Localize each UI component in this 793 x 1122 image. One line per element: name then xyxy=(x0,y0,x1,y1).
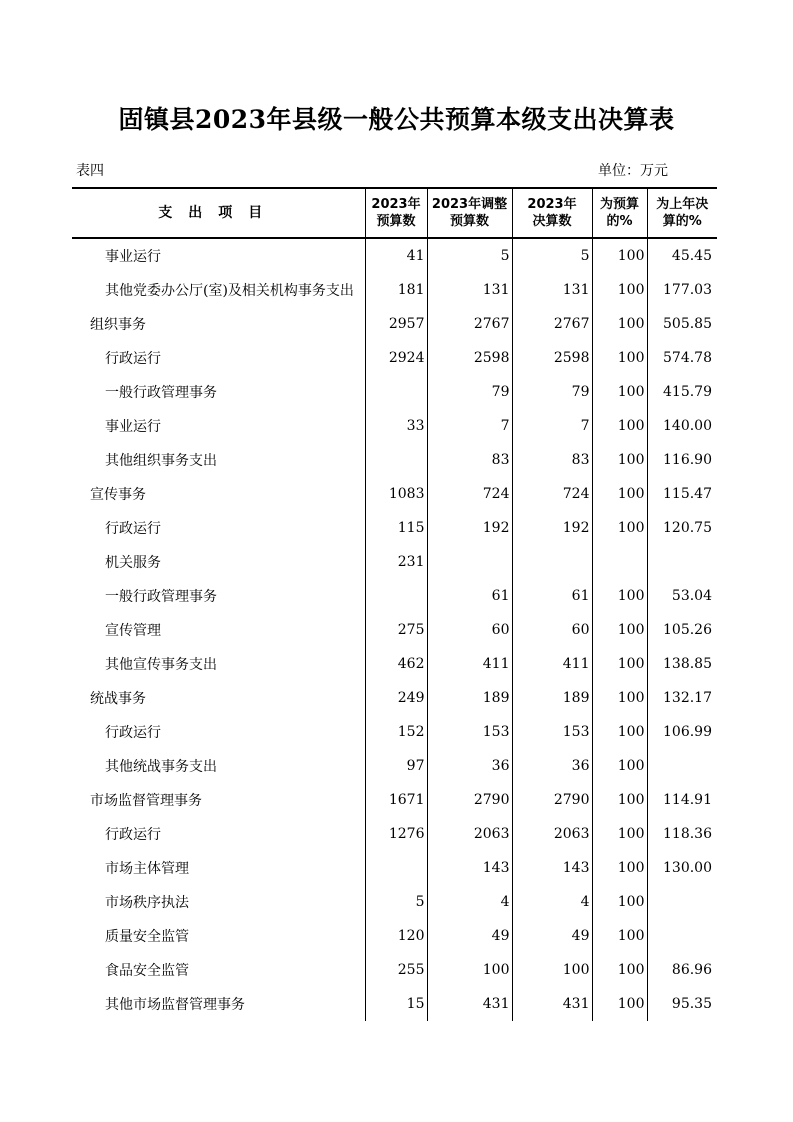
cell-adjusted: 4 xyxy=(427,885,512,919)
cell-budget: 181 xyxy=(365,273,427,307)
table-row xyxy=(72,715,717,749)
cell-budget: 120 xyxy=(365,919,427,953)
cell-pct-budget: 100 xyxy=(592,885,647,919)
cell-budget: 1083 xyxy=(365,477,427,511)
table-row xyxy=(72,375,717,409)
cell-adjusted: 431 xyxy=(427,987,512,1021)
header-pct-budget-line1: 为预算 xyxy=(599,197,639,212)
cell-final: 61 xyxy=(512,579,592,613)
cell-pct-budget: 100 xyxy=(592,579,647,613)
table-number: 表四 xyxy=(76,163,104,179)
table-row xyxy=(72,647,717,681)
row-item-name: 食品安全监管 xyxy=(72,953,365,987)
table-row xyxy=(72,545,717,579)
cell-pct-last: 114.91 xyxy=(663,792,712,808)
cell-final xyxy=(512,545,592,579)
cell-pct-budget: 100 xyxy=(592,953,647,987)
row-item-name: 市场秩序执法 xyxy=(72,885,365,919)
cell-budget: 5 xyxy=(365,885,427,919)
cell-pct-budget: 100 xyxy=(592,613,647,647)
cell-pct-last: 105.26 xyxy=(663,622,712,638)
cell-pct-budget: 100 xyxy=(592,238,647,273)
cell-pct-last: 138.85 xyxy=(663,656,712,672)
cell-pct-budget: 100 xyxy=(592,715,647,749)
row-item-name: 统战事务 xyxy=(72,681,365,715)
cell-final: 143 xyxy=(512,851,592,885)
cell-pct-last: 115.47 xyxy=(663,486,712,502)
cell-adjusted: 49 xyxy=(427,919,512,953)
header-budget-line2: 预算数 xyxy=(376,214,416,229)
cell-pct-budget: 100 xyxy=(592,273,647,307)
cell-pct-budget: 100 xyxy=(592,647,647,681)
cell-adjusted: 83 xyxy=(427,443,512,477)
cell-adjusted xyxy=(427,545,512,579)
cell-pct-budget: 100 xyxy=(592,409,647,443)
table-row xyxy=(72,783,717,817)
cell-pct-last: 53.04 xyxy=(671,588,712,604)
cell-pct-budget: 100 xyxy=(592,681,647,715)
cell-pct-last: 118.36 xyxy=(663,826,712,842)
cell-pct-budget: 100 xyxy=(592,341,647,375)
row-item-name: 其他宣传事务支出 xyxy=(72,647,365,681)
cell-final: 60 xyxy=(512,613,592,647)
cell-budget: 41 xyxy=(365,238,427,273)
cell-final: 79 xyxy=(512,375,592,409)
table-row xyxy=(72,238,717,273)
cell-final: 431 xyxy=(512,987,592,1021)
row-item-name: 市场监督管理事务 xyxy=(72,783,365,817)
table-row xyxy=(72,987,717,1021)
row-item-name: 行政运行 xyxy=(72,715,365,749)
header-pct-budget-line2: 的% xyxy=(606,214,633,229)
cell-pct-last: 45.45 xyxy=(671,248,712,264)
table-row xyxy=(72,409,717,443)
cell-pct-last xyxy=(647,919,717,953)
header-pct-last-line1: 为上年决 xyxy=(656,197,709,212)
cell-final: 153 xyxy=(512,715,592,749)
cell-final: 7 xyxy=(512,409,592,443)
cell-adjusted: 61 xyxy=(427,579,512,613)
cell-adjusted: 153 xyxy=(427,715,512,749)
cell-final: 411 xyxy=(512,647,592,681)
expenditure-table xyxy=(72,187,717,1021)
cell-budget: 33 xyxy=(365,409,427,443)
row-item-name: 事业运行 xyxy=(72,409,365,443)
header-adjusted xyxy=(427,188,512,238)
table-row xyxy=(72,341,717,375)
row-item-name: 行政运行 xyxy=(72,341,365,375)
cell-final: 36 xyxy=(512,749,592,783)
cell-budget: 97 xyxy=(365,749,427,783)
cell-adjusted: 36 xyxy=(427,749,512,783)
row-item-name: 行政运行 xyxy=(72,511,365,545)
table-body xyxy=(72,238,717,1021)
row-item-name: 其他统战事务支出 xyxy=(72,749,365,783)
header-pct-last xyxy=(647,188,717,238)
row-item-name: 行政运行 xyxy=(72,817,365,851)
cell-pct-budget xyxy=(592,545,647,579)
table-row xyxy=(72,817,717,851)
cell-budget xyxy=(365,443,427,477)
cell-pct-budget: 100 xyxy=(592,307,647,341)
cell-pct-last: 140.00 xyxy=(663,418,712,434)
table-row xyxy=(72,511,717,545)
table-row xyxy=(72,953,717,987)
unit-label: 单位：万元 xyxy=(598,163,668,179)
cell-budget xyxy=(365,851,427,885)
header-pct-budget xyxy=(592,188,647,238)
table-row xyxy=(72,749,717,783)
cell-final: 5 xyxy=(512,238,592,273)
cell-pct-budget: 100 xyxy=(592,477,647,511)
header-adjusted-line2: 预算数 xyxy=(449,214,489,229)
cell-pct-budget: 100 xyxy=(592,987,647,1021)
cell-budget: 249 xyxy=(365,681,427,715)
header-budget-line1: 2023年 xyxy=(371,197,421,212)
row-item-name: 宣传事务 xyxy=(72,477,365,511)
cell-adjusted: 143 xyxy=(427,851,512,885)
cell-pct-last xyxy=(647,749,717,783)
header-pct-last-line2: 算的% xyxy=(662,214,702,229)
cell-pct-budget: 100 xyxy=(592,443,647,477)
cell-adjusted: 60 xyxy=(427,613,512,647)
cell-pct-last: 95.35 xyxy=(671,996,712,1012)
table-row xyxy=(72,885,717,919)
cell-final: 4 xyxy=(512,885,592,919)
cell-pct-last: 116.90 xyxy=(663,452,712,468)
table-row xyxy=(72,613,717,647)
header-item: 支出项目 xyxy=(72,188,365,238)
cell-budget: 152 xyxy=(365,715,427,749)
header-final xyxy=(512,188,592,238)
row-item-name: 宣传管理 xyxy=(72,613,365,647)
cell-pct-last: 177.03 xyxy=(663,282,712,298)
table-row xyxy=(72,681,717,715)
cell-budget: 1276 xyxy=(365,817,427,851)
cell-final: 2767 xyxy=(512,307,592,341)
header-adjusted-line1: 2023年调整 xyxy=(431,197,508,212)
cell-budget: 255 xyxy=(365,953,427,987)
cell-budget xyxy=(365,375,427,409)
cell-adjusted: 2063 xyxy=(427,817,512,851)
cell-pct-last: 130.00 xyxy=(663,860,712,876)
cell-pct-budget: 100 xyxy=(592,375,647,409)
table-row xyxy=(72,851,717,885)
cell-budget xyxy=(365,579,427,613)
cell-pct-last xyxy=(647,885,717,919)
cell-pct-last xyxy=(647,545,717,579)
page-title: 固镇县2023年县级一般公共预算本级支出决算表 xyxy=(118,105,675,134)
cell-pct-budget: 100 xyxy=(592,749,647,783)
cell-adjusted: 79 xyxy=(427,375,512,409)
cell-final: 724 xyxy=(512,477,592,511)
cell-budget: 1671 xyxy=(365,783,427,817)
row-item-name: 一般行政管理事务 xyxy=(72,375,365,409)
cell-final: 2063 xyxy=(512,817,592,851)
cell-pct-last: 106.99 xyxy=(663,724,712,740)
cell-pct-budget: 100 xyxy=(592,511,647,545)
cell-adjusted: 5 xyxy=(427,238,512,273)
table-row xyxy=(72,579,717,613)
cell-final: 49 xyxy=(512,919,592,953)
cell-pct-last: 86.96 xyxy=(671,962,712,978)
cell-final: 100 xyxy=(512,953,592,987)
cell-budget: 2957 xyxy=(365,307,427,341)
row-item-name: 其他市场监督管理事务 xyxy=(72,987,365,1021)
cell-final: 192 xyxy=(512,511,592,545)
table-row xyxy=(72,273,717,307)
cell-budget: 15 xyxy=(365,987,427,1021)
cell-adjusted: 724 xyxy=(427,477,512,511)
row-item-name: 一般行政管理事务 xyxy=(72,579,365,613)
cell-final: 131 xyxy=(512,273,592,307)
cell-budget: 275 xyxy=(365,613,427,647)
cell-pct-budget: 100 xyxy=(592,783,647,817)
row-item-name: 其他组织事务支出 xyxy=(72,443,365,477)
row-item-name: 其他党委办公厅(室)及相关机构事务支出 xyxy=(72,273,365,307)
cell-pct-budget: 100 xyxy=(592,851,647,885)
header-final-line2: 决算数 xyxy=(532,214,572,229)
cell-adjusted: 411 xyxy=(427,647,512,681)
cell-pct-last: 574.78 xyxy=(663,350,712,366)
cell-final: 2598 xyxy=(512,341,592,375)
cell-pct-last: 415.79 xyxy=(663,384,712,400)
cell-adjusted: 192 xyxy=(427,511,512,545)
row-item-name: 事业运行 xyxy=(72,238,365,273)
cell-adjusted: 189 xyxy=(427,681,512,715)
cell-budget: 115 xyxy=(365,511,427,545)
row-item-name: 机关服务 xyxy=(72,545,365,579)
cell-pct-budget: 100 xyxy=(592,817,647,851)
cell-budget: 231 xyxy=(365,545,427,579)
row-item-name: 质量安全监管 xyxy=(72,919,365,953)
table-row xyxy=(72,307,717,341)
cell-budget: 462 xyxy=(365,647,427,681)
header-final-line1: 2023年 xyxy=(527,197,577,212)
cell-pct-budget: 100 xyxy=(592,919,647,953)
table-row xyxy=(72,443,717,477)
cell-final: 189 xyxy=(512,681,592,715)
table-header-row xyxy=(72,188,717,238)
cell-adjusted: 7 xyxy=(427,409,512,443)
cell-final: 83 xyxy=(512,443,592,477)
cell-pct-last: 132.17 xyxy=(663,690,712,706)
cell-adjusted: 2767 xyxy=(427,307,512,341)
table-row xyxy=(72,919,717,953)
cell-adjusted: 100 xyxy=(427,953,512,987)
cell-adjusted: 2598 xyxy=(427,341,512,375)
cell-pct-last: 505.85 xyxy=(663,316,712,332)
row-item-name: 市场主体管理 xyxy=(72,851,365,885)
cell-adjusted: 131 xyxy=(427,273,512,307)
cell-adjusted: 2790 xyxy=(427,783,512,817)
header-budget xyxy=(365,188,427,238)
cell-pct-last: 120.75 xyxy=(663,520,712,536)
cell-final: 2790 xyxy=(512,783,592,817)
cell-budget: 2924 xyxy=(365,341,427,375)
row-item-name: 组织事务 xyxy=(72,307,365,341)
table-row xyxy=(72,477,717,511)
